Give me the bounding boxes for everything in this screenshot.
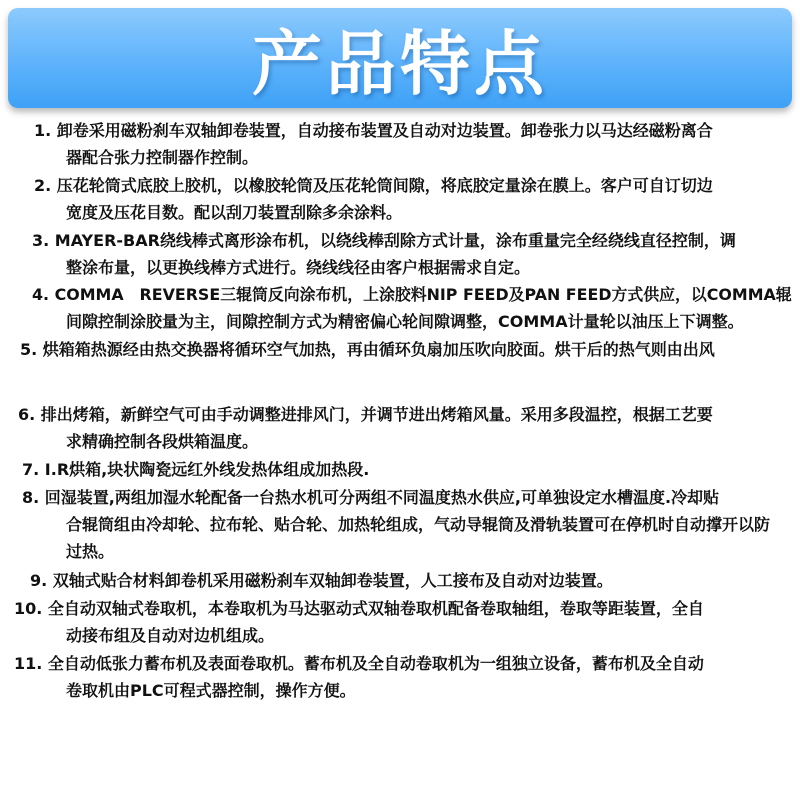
feature-line: 1. 卸卷采用磁粉刹车双轴卸卷装置，自动接布装置及自动对边装置。卸卷张力以马达经磁粉离合 <box>34 121 713 140</box>
feature-line: 9. 双轴式贴合材料卸卷机采用磁粉刹车双轴卸卷装置，人工接布及自动对边装置。 <box>30 571 613 590</box>
feature-line: 4. COMMA REVERSE三辊筒反向涂布机，上涂胶料NIP FEED及PAN FEED方式供应，以COMMA辊 <box>32 285 792 304</box>
feature-line: 6. 排出烤箱，新鲜空气可由手动调整进排风门，并调节进出烤箱风量。采用多段温控，根据工艺要 <box>18 405 713 424</box>
title-banner <box>8 8 792 108</box>
feature-line: 间隙控制涂胶量为主，间隙控制方式为精密偏心轮间隙调整，COMMA计量轮以油压上下调整。 <box>66 312 744 331</box>
feature-line: 过热。 <box>66 542 115 561</box>
feature-line: 器配合张力控制器作控制。 <box>66 148 259 167</box>
feature-line: 宽度及压花目数。配以刮刀装置刮除多余涂料。 <box>66 203 403 222</box>
feature-line: 3. MAYER-BAR绕线棒式离形涂布机，以绕线棒刮除方式计量，涂布重量完全经绕线直径控制，调 <box>32 231 736 250</box>
feature-line: 合辊筒组由冷却轮、拉布轮、贴合轮、加热轮组成，气动导辊筒及滑轨装置可在停机时自动撑开以防 <box>66 515 771 534</box>
feature-line: 5. 烘箱箱热源经由热交换器将循环空气加热，再由循环负扇加压吹向胶面。烘干后的热气则由出风 <box>20 340 715 359</box>
feature-line: 11. 全自动低张力蓄布机及表面卷取机。蓄布机及全自动卷取机为一组独立设备，蓄布机及全自动 <box>14 654 704 673</box>
feature-line: 7. I.R烘箱,块状陶瓷远红外线发热体组成加热段. <box>22 460 370 479</box>
feature-line: 动接布组及自动对边机组成。 <box>66 626 275 645</box>
feature-line: 10. 全自动双轴式卷取机，本卷取机为马达驱动式双轴卷取机配备卷取轴组，卷取等距装置，全自 <box>14 599 704 618</box>
feature-line: 整涂布量，以更换线棒方式进行。绕线线径由客户根据需求自定。 <box>66 258 531 277</box>
page-title: 产品特点 <box>252 22 548 105</box>
feature-line: 卷取机由PLC可程式器控制，操作方便。 <box>66 681 356 700</box>
feature-line: 2. 压花轮筒式底胶上胶机，以橡胶轮筒及压花轮筒间隙，将底胶定量涂在膜上。客户可自订切边 <box>34 176 713 195</box>
feature-line: 8. 回湿装置,两组加湿水轮配备一台热水机可分两组不同温度热水供应,可单独设定水槽温度.冷却贴 <box>22 488 720 507</box>
feature-line: 求精确控制各段烘箱温度。 <box>66 432 259 451</box>
